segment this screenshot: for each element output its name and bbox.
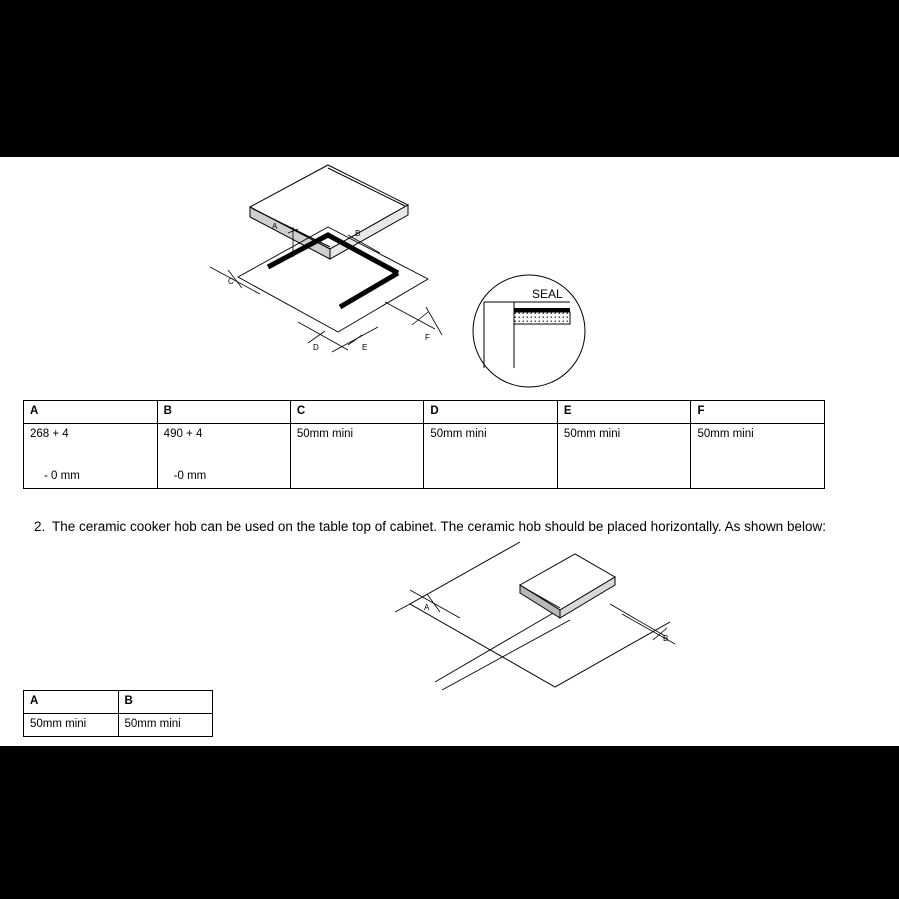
table-row bbox=[24, 424, 825, 489]
paragraph-text: The ceramic cooker hob can be used on the table top of cabinet. The ceramic hob should be placed horizontally. As shown below: bbox=[52, 519, 826, 534]
table-row-header bbox=[24, 401, 825, 424]
cell-value-a-line2: - 0 mm bbox=[44, 470, 80, 482]
col-header-f: F bbox=[691, 401, 825, 424]
cell-value-d: 50mm mini bbox=[424, 424, 558, 489]
cell-value-a-line1: 268 + 4 bbox=[30, 428, 69, 440]
diagram1-label-d: D bbox=[313, 343, 319, 352]
letterbox-bottom bbox=[0, 746, 899, 899]
seal-detail-diagram bbox=[470, 272, 588, 390]
document-page bbox=[0, 157, 899, 746]
col-header-a: A bbox=[24, 691, 119, 714]
cell-value-f: 50mm mini bbox=[691, 424, 825, 489]
paragraph-number: 2. bbox=[34, 519, 46, 534]
col-header-c: C bbox=[290, 401, 424, 424]
col-header-b: B bbox=[118, 691, 213, 714]
diagram2-label-b: B bbox=[663, 634, 669, 643]
diagram1-label-b: B bbox=[355, 229, 361, 238]
col-header-a: A bbox=[24, 401, 158, 424]
letterbox-top bbox=[0, 0, 899, 157]
tabletop-placement-diagram bbox=[370, 542, 700, 717]
cell-value-b-line1: 490 + 4 bbox=[163, 428, 203, 440]
diagram1-label-a: A bbox=[272, 222, 278, 231]
cell-value-b bbox=[157, 424, 290, 489]
table-row-header bbox=[24, 691, 213, 714]
col-header-b: B bbox=[157, 401, 290, 424]
table-row bbox=[24, 714, 213, 737]
col-header-d: D bbox=[424, 401, 558, 424]
dimension-table-main bbox=[23, 400, 825, 489]
col-header-e: E bbox=[557, 401, 691, 424]
cell-value-b: 50mm mini bbox=[118, 714, 213, 737]
cell-value-c: 50mm mini bbox=[290, 424, 424, 489]
cell-value-a: 50mm mini bbox=[24, 714, 119, 737]
diagram1-label-f: F bbox=[425, 333, 430, 342]
diagram1-label-c: C bbox=[228, 277, 234, 286]
diagram1-label-e: E bbox=[362, 343, 368, 352]
seal-label: SEAL bbox=[532, 287, 563, 301]
dimension-table-small bbox=[23, 690, 213, 737]
cell-value-b-line2: -0 mm bbox=[173, 470, 207, 482]
instruction-paragraph bbox=[34, 517, 862, 537]
cell-value-e: 50mm mini bbox=[557, 424, 691, 489]
cell-value-a bbox=[24, 424, 158, 489]
diagram2-label-a: A bbox=[424, 603, 430, 612]
